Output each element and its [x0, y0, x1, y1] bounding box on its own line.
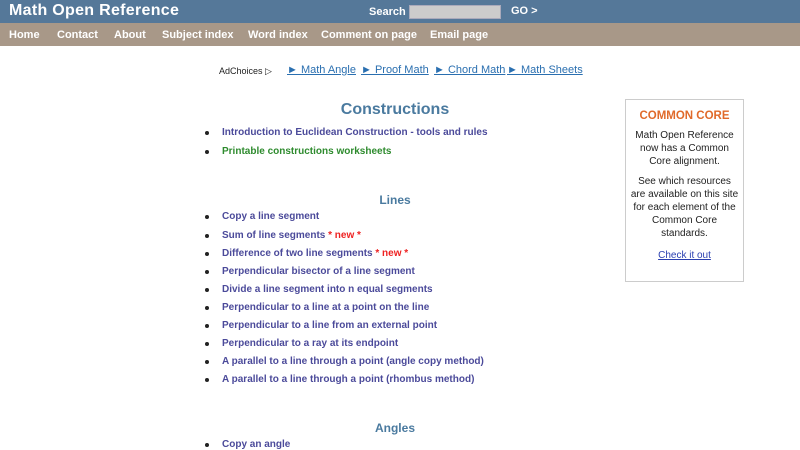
bullet-icon: [205, 324, 209, 328]
bullet-icon: [205, 252, 209, 256]
common-core-sidebar: [625, 99, 744, 282]
go-button[interactable]: GO >: [511, 5, 538, 17]
bullet-icon: [205, 131, 209, 135]
common-core-text-1: Math Open Reference now has a Common Core alignment.: [635, 130, 734, 167]
bullet-icon: [205, 234, 209, 238]
new-badge: * new *: [375, 248, 409, 259]
bullet-icon: [205, 270, 209, 274]
bullet-icon: [205, 306, 209, 310]
nav-home[interactable]: Home: [9, 29, 40, 41]
bullet-icon: [205, 378, 209, 382]
site-title[interactable]: Math Open Reference: [9, 2, 180, 19]
bullet-icon: [205, 360, 209, 364]
ad-link-chord-math[interactable]: ► Chord Math: [434, 64, 506, 76]
nav-word-index[interactable]: Word index: [248, 29, 308, 41]
top-header-bar: [0, 0, 800, 23]
ad-link-math-angle[interactable]: ► Math Angle: [287, 64, 356, 76]
bullet-icon: [205, 288, 209, 292]
ad-link-proof-math[interactable]: ► Proof Math: [361, 64, 429, 76]
bullet-icon: [205, 150, 209, 154]
bullet-icon: [205, 443, 209, 447]
page-title: Constructions: [340, 101, 450, 118]
nav-email-page[interactable]: Email page: [430, 29, 489, 41]
new-badge: * new *: [328, 230, 361, 241]
nav-about[interactable]: About: [114, 29, 146, 41]
search-input[interactable]: [409, 5, 501, 19]
nav-contact[interactable]: Contact: [57, 29, 98, 41]
common-core-title: COMMON CORE: [639, 110, 730, 122]
nav-bar: [0, 23, 800, 46]
section-heading-angles: Angles: [374, 421, 415, 435]
section-heading-lines: Lines: [379, 193, 411, 207]
ad-link-math-sheets[interactable]: ► Math Sheets: [507, 64, 583, 76]
check-it-out-link[interactable]: Check it out: [658, 250, 711, 261]
search-label: Search: [369, 6, 406, 18]
adchoices-label[interactable]: AdChoices ▷: [219, 66, 272, 76]
bullet-icon: [205, 215, 209, 219]
nav-comment-on-page[interactable]: Comment on page: [321, 29, 417, 41]
nav-subject-index[interactable]: Subject index: [162, 29, 234, 41]
common-core-text-2: See which resources are available on this site for each element of the Common Core standards.: [630, 176, 739, 239]
bullet-icon: [205, 342, 209, 346]
